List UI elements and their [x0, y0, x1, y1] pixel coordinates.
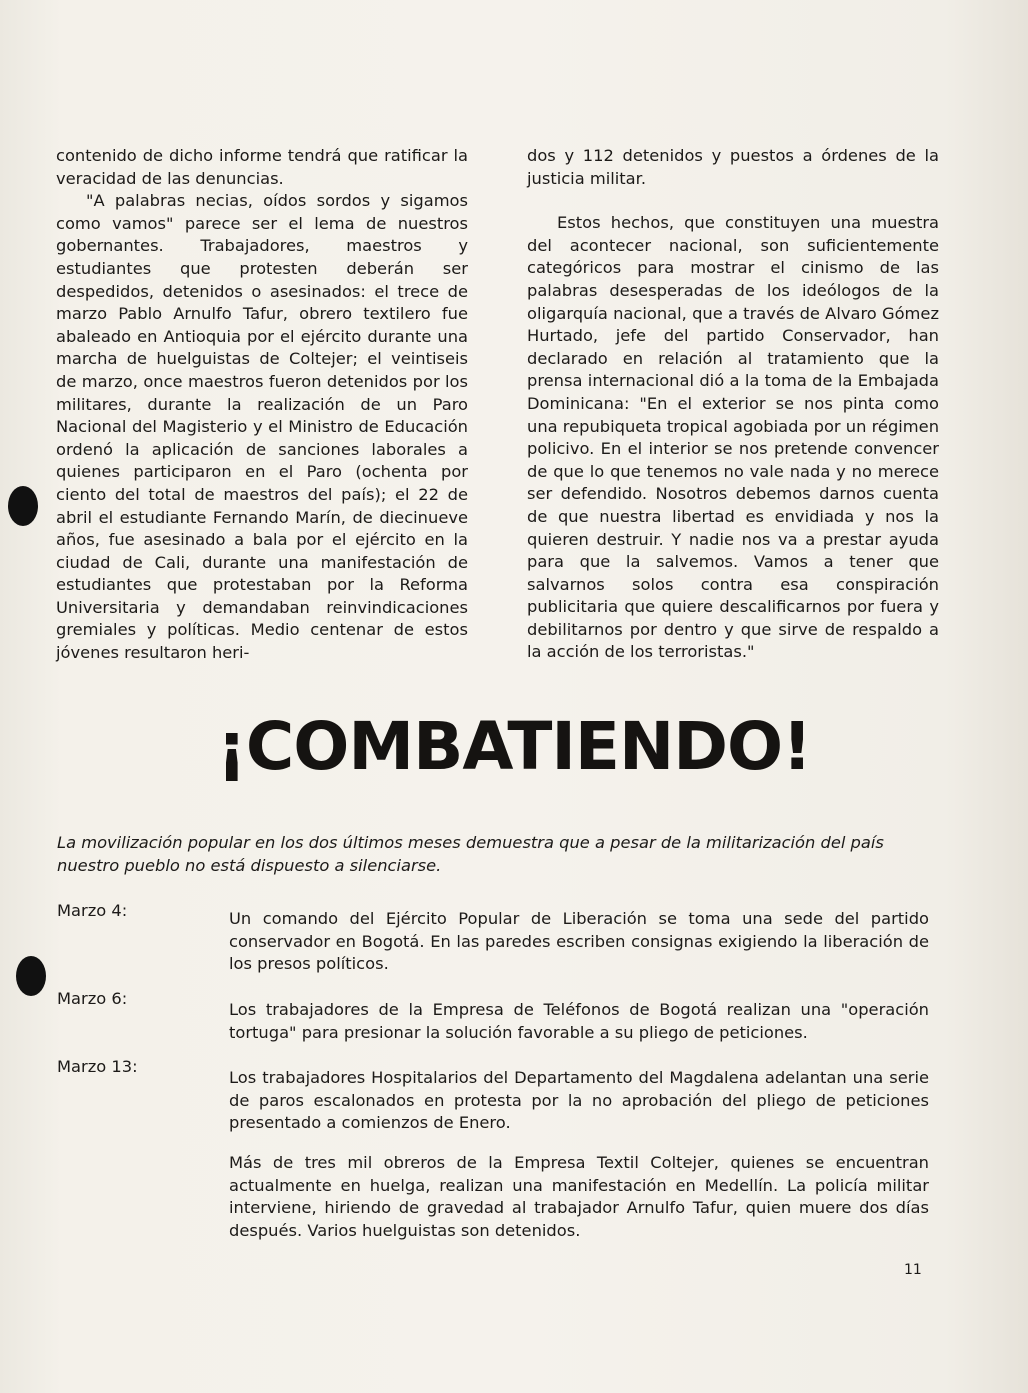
event-date: Marzo 6:	[57, 989, 128, 1008]
paragraph: "A palabras necias, oídos sordos y sigamos como vamos" parece ser el lema de nuestros gobernantes. Trabajadores, maestros y estudiantes que protesten deberán ser despedidos, detenidos o asesinados: el trece de marzo Pablo Arnulfo Tafur, obrero textilero fue abaleado en Antioquia por el ejército durante una marcha de huelguistas de Coltejer; el veintiseis de marzo, once maestros fueron detenidos por los militares, durante la realización de un Paro Nacional del Magisterio y el Ministro de Educación ordenó la aplicación de sanciones laborales a quienes participaron en el Paro (ochenta por ciento del total de maestros del país); el 22 de abril el estudiante Fernando Marín, de diecinueve años, fue asesinado a bala por el ejército en la ciudad de Cali, durante una manifestación de estudiantes que protestaban por la Reforma Universitaria y demandaban reinvindicaciones gremiales y políticas. Medio centenar de estos jóvenes resultaron heri-	[56, 191, 468, 663]
paragraph: dos y 112 detenidos y puestos a órdenes de la justicia militar.	[527, 146, 939, 188]
event-date: Marzo 4:	[57, 901, 128, 920]
paragraph: contenido de dicho informe tendrá que ratificar la veracidad de las denuncias.	[56, 146, 468, 188]
page-number: 11	[904, 1262, 922, 1278]
event-date: Marzo 13:	[57, 1057, 138, 1076]
event-text: Los trabajadores Hospitalarios del Departamento del Magdalena adelantan una serie de paros escalonados en protesta por la no aprobación del pliego de peticiones presentado a comienzos de Enero.	[229, 1068, 929, 1133]
intro-text: La movilización popular en los dos últimos meses demuestra que a pesar de la militarización del país nuestro pueblo no está dispuesto a silenciarse.	[57, 833, 884, 875]
headline: ¡COMBATIENDO!	[216, 708, 812, 785]
binder-hole	[16, 956, 46, 996]
paragraph: Estos hechos, que constituyen una muestra del acontecer nacional, son suficientemente categóricos para mostrar el cinismo de las palabras desesperadas de los ideólogos de la oligarquía nacional, que a través de Alvaro Gómez Hurtado, jefe del partido Conservador, han declarado en relación al tratamiento que la prensa internacional dió a la toma de la Embajada Dominicana: "En el exterior se nos pinta como una repubiqueta tropical agobiada por un régimen policivo. En el interior se nos pretende convencer de que lo que tenemos no vale nada y no merece ser defendido. Nosotros debemos darnos cuenta de que nuestra libertad es envidiada y nos la quieren destruir. Y nadie nos va a prestar ayuda para que la salvemos. Vamos a tener que salvarnos solos contra esa conspiración publicitaria que quiere descalificarnos por fuera y debilitarnos por dentro y que sirve de respaldo a la acción de los terroristas."	[527, 213, 940, 662]
binder-hole	[8, 486, 38, 526]
event-text: Los trabajadores de la Empresa de Teléfonos de Bogotá realizan una "operación tortuga" para presionar la solución favorable a su pliego de peticiones.	[229, 1000, 929, 1042]
event-text: Un comando del Ejército Popular de Liberación se toma una sede del partido conservador en Bogotá. En las paredes escriben consignas exigiendo la liberación de los presos políticos.	[229, 909, 929, 974]
left-column	[56, 145, 468, 665]
right-column	[527, 145, 939, 664]
event-text: Más de tres mil obreros de la Empresa Textil Coltejer, quienes se encuentran actualmente en huelga, realizan una manifestación en Medellín. La policía militar interviene, hiriendo de gravedad al trabajador Arnulfo Tafur, quien muere dos días después. Varios huelguistas son detenidos.	[229, 1153, 929, 1240]
